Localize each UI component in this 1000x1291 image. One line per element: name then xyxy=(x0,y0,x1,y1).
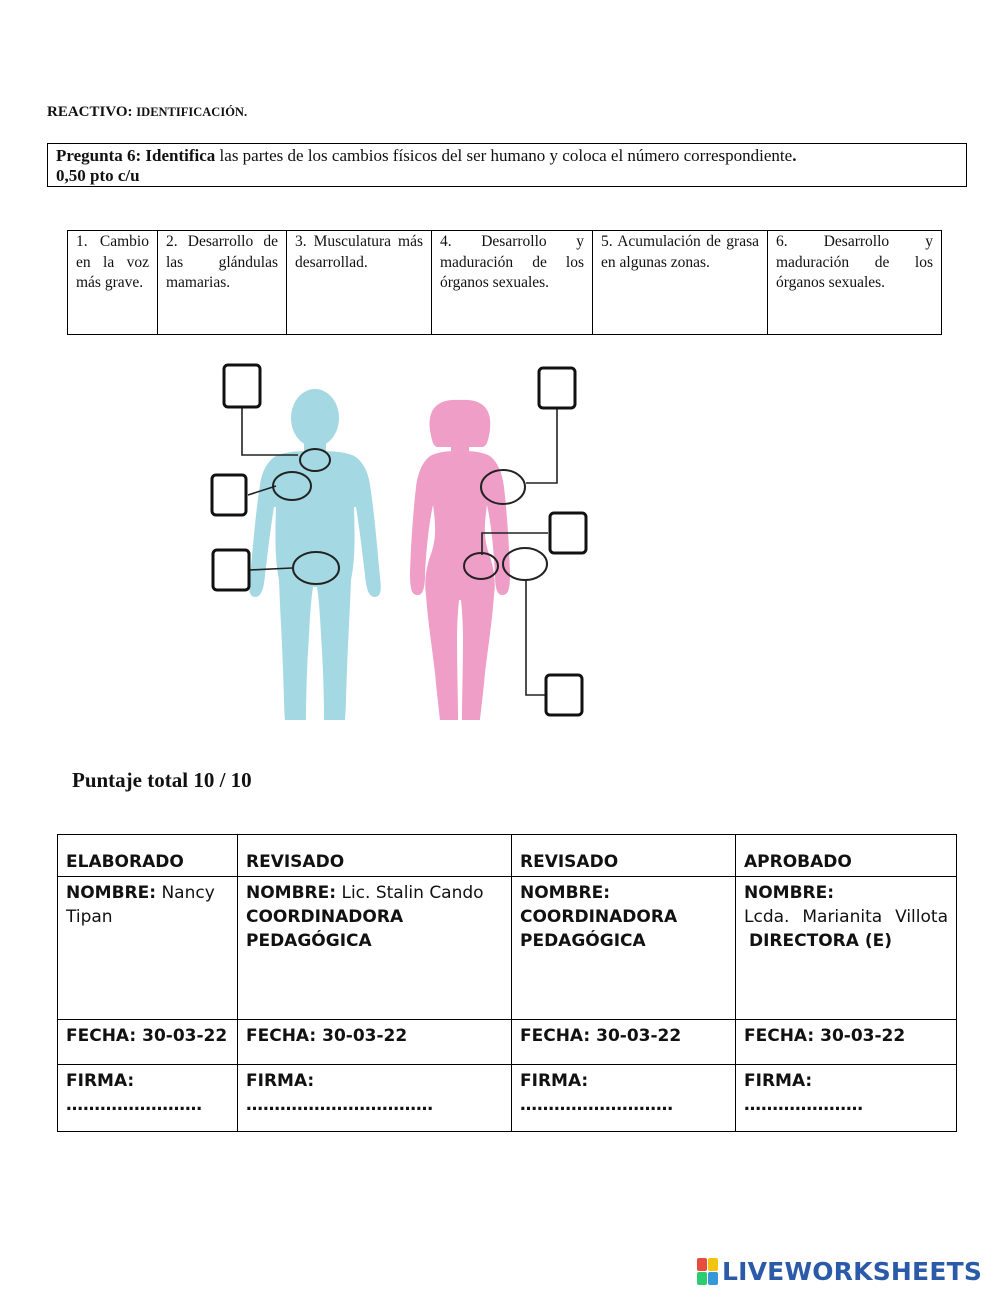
option-1: 1. Cambio en la voz más grave. xyxy=(68,231,158,335)
firma-line: …………………………… xyxy=(246,1095,433,1115)
firma-label: FIRMA: xyxy=(246,1071,315,1091)
answer-box-5[interactable] xyxy=(550,513,586,553)
header-revisado-2: REVISADO xyxy=(512,835,736,877)
firma-line: …………………… xyxy=(66,1095,202,1115)
name-value: Lic. Stalin Cando xyxy=(336,883,484,903)
question-points: 0,50 pto c/u xyxy=(56,166,140,185)
reactivo-value: IDENTIFICACIÓN. xyxy=(136,105,248,119)
name-value: Nancy Tipan xyxy=(66,883,215,927)
date-revisado-1: FECHA: 30-03-22 xyxy=(238,1020,512,1065)
reactivo-heading xyxy=(47,104,247,121)
firma-line: ……………………… xyxy=(520,1095,673,1115)
liveworksheets-logo-icon xyxy=(697,1258,718,1285)
name-cell-revisado-2 xyxy=(512,877,736,1020)
option-4: 4. Desarrollo y maduración de los órganos sexuales. xyxy=(432,231,593,335)
firma-revisado-1 xyxy=(238,1065,512,1132)
total-score: Puntaje total 10 / 10 xyxy=(72,768,252,792)
option-2: 2. Desarrollo de las glándulas mamarias. xyxy=(158,231,287,335)
brand-wordmark: LIVEWORKSHEETS xyxy=(722,1256,983,1286)
name-label: NOMBRE: xyxy=(520,883,611,903)
option-6: 6. Desarrollo y maduración de los órganos sexuales. xyxy=(768,231,942,335)
logo-tile xyxy=(708,1258,718,1271)
male-silhouette xyxy=(249,389,381,720)
signatures-firma-row xyxy=(58,1065,957,1132)
question-period: . xyxy=(792,146,797,165)
name-cell-aprobado xyxy=(736,877,957,1020)
firma-label: FIRMA: xyxy=(744,1071,813,1091)
liveworksheets-brand xyxy=(697,1257,982,1285)
header-elaborado: ELABORADO xyxy=(58,835,238,877)
answer-box-1[interactable] xyxy=(224,365,260,407)
logo-tile xyxy=(697,1272,707,1285)
logo-tile xyxy=(697,1258,707,1271)
body-figure xyxy=(200,355,600,730)
firma-revisado-2 xyxy=(512,1065,736,1132)
option-3: 3. Musculatura más desarrollad. xyxy=(287,231,432,335)
firma-aprobado xyxy=(736,1065,957,1132)
signatures-date-row xyxy=(58,1020,957,1065)
signatures-name-row xyxy=(58,877,957,1020)
question-box xyxy=(47,143,967,187)
firma-label: FIRMA: xyxy=(66,1071,135,1091)
name-label: NOMBRE: xyxy=(246,883,337,903)
question-number: Pregunta 6: xyxy=(56,146,142,165)
name-label: NOMBRE: xyxy=(744,883,835,903)
question-verb: Identifica xyxy=(145,146,216,165)
question-text: las partes de los cambios físicos del ser humano y coloca el número correspondiente xyxy=(215,146,793,165)
date-revisado-2: FECHA: 30-03-22 xyxy=(512,1020,736,1065)
logo-tile xyxy=(708,1272,718,1285)
date-aprobado: FECHA: 30-03-22 xyxy=(736,1020,957,1065)
signatures-header-row xyxy=(58,835,957,877)
reactivo-label: REACTIVO: xyxy=(47,104,133,120)
name-label: NOMBRE: xyxy=(66,883,157,903)
header-revisado-1: REVISADO xyxy=(238,835,512,877)
options-table xyxy=(67,230,942,335)
answer-box-3[interactable] xyxy=(213,550,249,590)
header-aprobado: APROBADO xyxy=(736,835,957,877)
name-cell-elaborado xyxy=(58,877,238,1020)
options-row xyxy=(68,231,942,335)
answer-box-4[interactable] xyxy=(539,368,575,408)
firma-elaborado xyxy=(58,1065,238,1132)
role-value: COORDINADORA PEDAGÓGICA xyxy=(246,907,404,951)
signatures-table xyxy=(57,834,957,1132)
firma-label: FIRMA: xyxy=(520,1071,589,1091)
answer-box-2[interactable] xyxy=(212,475,246,515)
name-cell-revisado-1 xyxy=(238,877,512,1020)
option-5: 5. Acumulación de grasa en algunas zonas. xyxy=(593,231,768,335)
answer-box-6[interactable] xyxy=(546,675,582,715)
role-value: DIRECTORA (E) xyxy=(749,931,892,951)
firma-line: ………………… xyxy=(744,1095,863,1115)
name-value: Lcda. Marianita Villota xyxy=(744,907,948,927)
role-value: COORDINADORA PEDAGÓGICA xyxy=(520,907,678,951)
date-elaborado: FECHA: 30-03-22 xyxy=(58,1020,238,1065)
